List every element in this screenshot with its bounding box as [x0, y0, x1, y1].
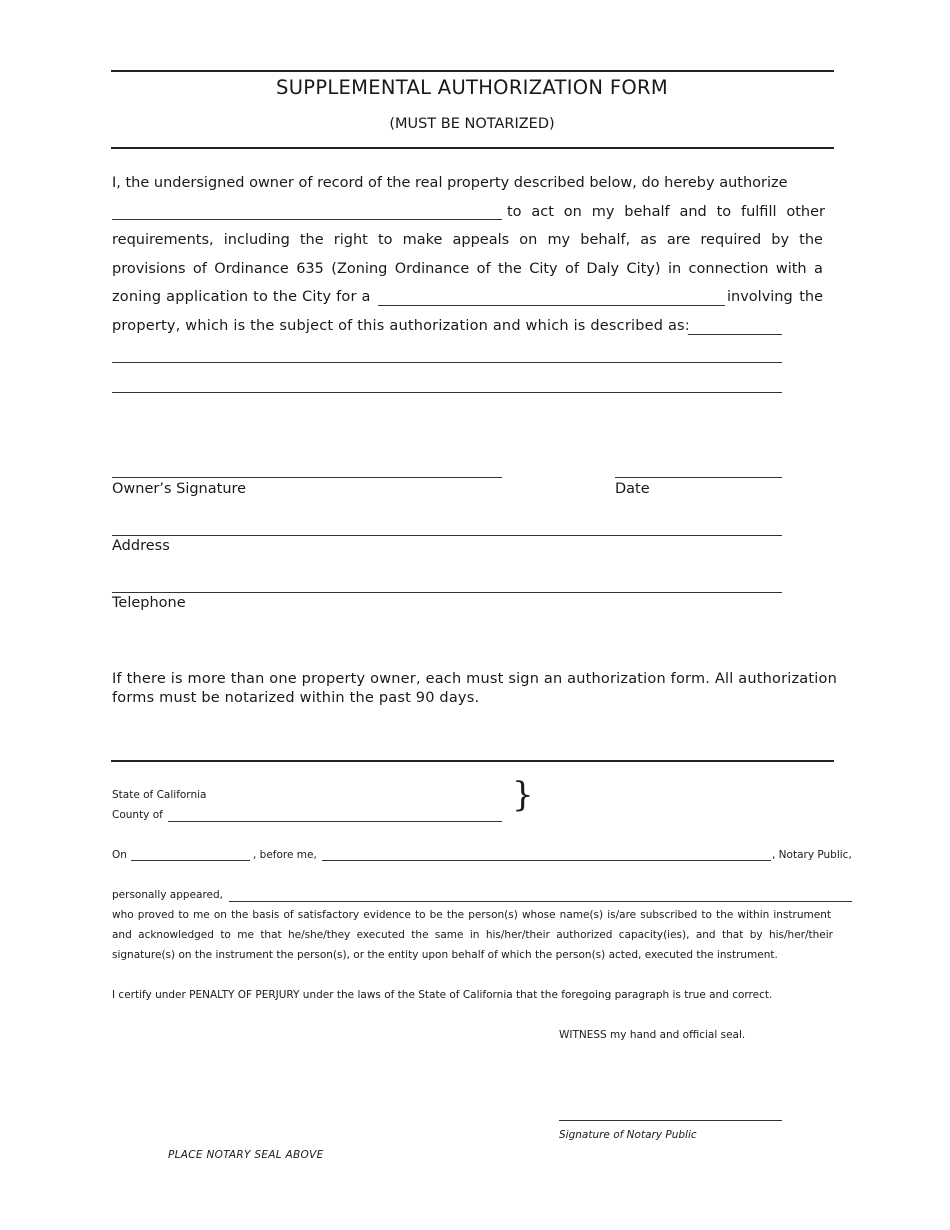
personally-appeared-field[interactable] — [229, 901, 852, 902]
application-type-field[interactable] — [378, 305, 725, 306]
authorized-agent-field[interactable] — [112, 219, 502, 220]
proof-line-2-word: me — [237, 929, 254, 941]
header-bottom-rule — [111, 147, 834, 149]
auth-line-1 — [112, 175, 823, 191]
auth-line-3-word: appeals — [452, 232, 510, 248]
notary-signature-label: Signature of Notary Public — [559, 1129, 697, 1141]
auth-line-4-word: of — [565, 261, 580, 277]
auth-line-3-word: required — [700, 232, 762, 248]
auth-line-3-word: requirements, — [112, 232, 214, 248]
telephone-label: Telephone — [112, 595, 186, 611]
proof-line-2-word: his/her/their — [485, 929, 550, 941]
auth-line-4-word: Ordinance — [214, 261, 289, 277]
proof-line-1-word: to — [701, 909, 712, 921]
form-subtitle: (MUST BE NOTARIZED) — [389, 116, 555, 132]
auth-line-3-word: make — [402, 232, 443, 248]
personally-appeared-label: personally appeared, — [112, 889, 224, 901]
auth-line-4-word: City) — [626, 261, 661, 277]
address-label: Address — [112, 538, 170, 554]
auth-line-4-word: in — [667, 261, 682, 277]
notary-signature-field[interactable] — [559, 1120, 782, 1121]
notary-public-label: , Notary Public, — [772, 849, 852, 861]
auth-line-2-word: other — [786, 204, 825, 220]
proof-line-1-word: the — [231, 909, 249, 921]
auth-line-4-word: of — [192, 261, 207, 277]
venue-brace: } — [512, 775, 534, 815]
proof-line-1-word: who — [112, 909, 134, 921]
proof-line-2-word: in — [469, 929, 480, 941]
auth-line-5-prefix: zoning application to the City for a — [112, 289, 371, 305]
notice-line-1: If there is more than one property owner, each must sign an authorization form. All authorization — [112, 671, 837, 687]
notary-date-field[interactable] — [131, 860, 250, 861]
auth-line-5-word: the — [799, 289, 823, 305]
auth-line-2-word: to — [507, 204, 522, 220]
county-field[interactable] — [168, 821, 502, 822]
notary-before-me: , before me, — [253, 849, 317, 861]
auth-line-2-word: and — [679, 204, 707, 220]
proof-line-2-word: to — [220, 929, 231, 941]
witness-statement: WITNESS my hand and official seal. — [559, 1029, 746, 1041]
auth-line-6: property, which is the subject of this authorization and which is described as: — [112, 318, 690, 334]
proof-line-1-word: on — [213, 909, 227, 921]
proof-line-1-word: evidence — [363, 909, 411, 921]
auth-line-3-word: including — [223, 232, 290, 248]
proof-line-2-word: acknowledged — [138, 929, 214, 941]
auth-line-5-word: involving — [727, 289, 793, 305]
proof-line-1-word: instrument — [773, 909, 831, 921]
proof-line-1-word: subscribed — [640, 909, 698, 921]
auth-line-2-word: act — [531, 204, 554, 220]
auth-line-4 — [112, 261, 823, 277]
notary-proof-line-1 — [112, 909, 831, 921]
proof-line-2-word: capacity(ies), — [618, 929, 690, 941]
auth-line-3-word: behalf, — [580, 232, 631, 248]
auth-line-2 — [507, 204, 825, 220]
proof-line-1-word: within — [737, 909, 770, 921]
top-rule — [111, 70, 834, 72]
form-title: SUPPLEMENTAL AUTHORIZATION FORM — [276, 76, 668, 99]
proof-line-1-word: whose — [521, 909, 556, 921]
auth-line-3-word: the — [799, 232, 823, 248]
proof-line-2-word: authorized — [556, 929, 613, 941]
auth-line-5-suffix — [727, 289, 823, 305]
proof-line-2-word: same — [434, 929, 464, 941]
auth-line-4-word: of — [476, 261, 491, 277]
notary-state: State of California — [112, 789, 207, 801]
address-field[interactable] — [112, 535, 782, 536]
proof-line-1-word: to — [178, 909, 189, 921]
auth-line-2-word: to — [716, 204, 732, 220]
proof-line-2-word: by — [749, 929, 763, 941]
auth-line-4-word: City — [529, 261, 558, 277]
proof-line-1-word: to — [414, 909, 426, 921]
notary-proof-line-2 — [112, 929, 833, 941]
proof-line-1-word: the — [716, 909, 734, 921]
notary-name-field[interactable] — [322, 860, 771, 861]
owner-signature-field[interactable] — [112, 477, 502, 478]
notice-line-2: forms must be notarized within the past 90 days. — [112, 690, 480, 706]
auth-line-3 — [112, 232, 823, 248]
telephone-field[interactable] — [112, 592, 782, 593]
auth-line-3-word: right — [333, 232, 368, 248]
notary-proof-line-3: signature(s) on the instrument the person(s), or the entity upon behalf of which the person(s) acted, executed the instrument. — [112, 949, 778, 961]
auth-line-3-word: to — [377, 232, 393, 248]
proof-line-1-word: satisfactory — [297, 909, 360, 921]
proof-line-1-word: be — [429, 909, 443, 921]
proof-line-1-word: basis — [252, 909, 280, 921]
auth-line-3-word: as — [640, 232, 657, 248]
proof-line-2-word: and — [112, 929, 132, 941]
description-field-1[interactable] — [688, 334, 782, 335]
description-field-3[interactable] — [112, 392, 782, 393]
auth-line-3-word: the — [299, 232, 324, 248]
auth-line-4-word: Ordinance — [394, 261, 470, 277]
proof-line-1-word: is/are — [607, 909, 637, 921]
notary-on-label: On — [112, 849, 127, 861]
notary-divider-rule — [111, 760, 834, 762]
auth-line-4-word: connection — [688, 261, 769, 277]
auth-line-3-word: are — [666, 232, 691, 248]
auth-line-2-word: fulfill — [740, 204, 777, 220]
auth-line-3-word: my — [547, 232, 571, 248]
auth-line-4-word: provisions — [112, 261, 186, 277]
proof-line-1-word: name(s) — [559, 909, 604, 921]
auth-line-2-word: on — [563, 204, 582, 220]
owner-signature-label: Owner’s Signature — [112, 481, 247, 497]
notary-county-label: County of — [112, 809, 163, 821]
auth-line-4-word: the — [498, 261, 522, 277]
auth-line-4-word: (Zoning — [331, 261, 388, 277]
proof-line-2-word: his/her/their — [768, 929, 833, 941]
proof-line-1-word: person(s) — [468, 909, 518, 921]
proof-line-2-word: and — [695, 929, 716, 941]
date-field[interactable] — [615, 477, 782, 478]
proof-line-2-word: the — [411, 929, 429, 941]
auth-line-4-word: 635 — [296, 261, 324, 277]
notary-seal-label: PLACE NOTARY SEAL ABOVE — [168, 1149, 324, 1161]
proof-line-1-word: me — [193, 909, 210, 921]
proof-line-1-word: the — [446, 909, 465, 921]
auth-line-4-word: a — [814, 261, 823, 277]
proof-line-1-word: of — [283, 909, 294, 921]
auth-line-2-word: behalf — [624, 204, 670, 220]
date-label: Date — [615, 481, 650, 497]
auth-line-3-word: on — [519, 232, 538, 248]
proof-line-2-word: executed — [356, 929, 405, 941]
perjury-certification: I certify under PENALTY OF PERJURY under the laws of the State of California that the foregoing paragraph is true and correct. — [112, 989, 773, 1001]
proof-line-2-word: that — [721, 929, 744, 941]
auth-line-3-word: by — [771, 232, 790, 248]
proof-line-2-word: that — [260, 929, 282, 941]
auth-line-4-word: with — [775, 261, 807, 277]
auth-line-2-word: my — [591, 204, 615, 220]
description-field-2[interactable] — [112, 362, 782, 363]
proof-line-2-word: he/she/they — [288, 929, 351, 941]
proof-line-1-word: proved — [137, 909, 175, 921]
auth-line-4-word: Daly — [586, 261, 620, 277]
auth-line-1-text: I, the undersigned owner of record of the real property described below, do hereby authorize — [112, 175, 788, 191]
